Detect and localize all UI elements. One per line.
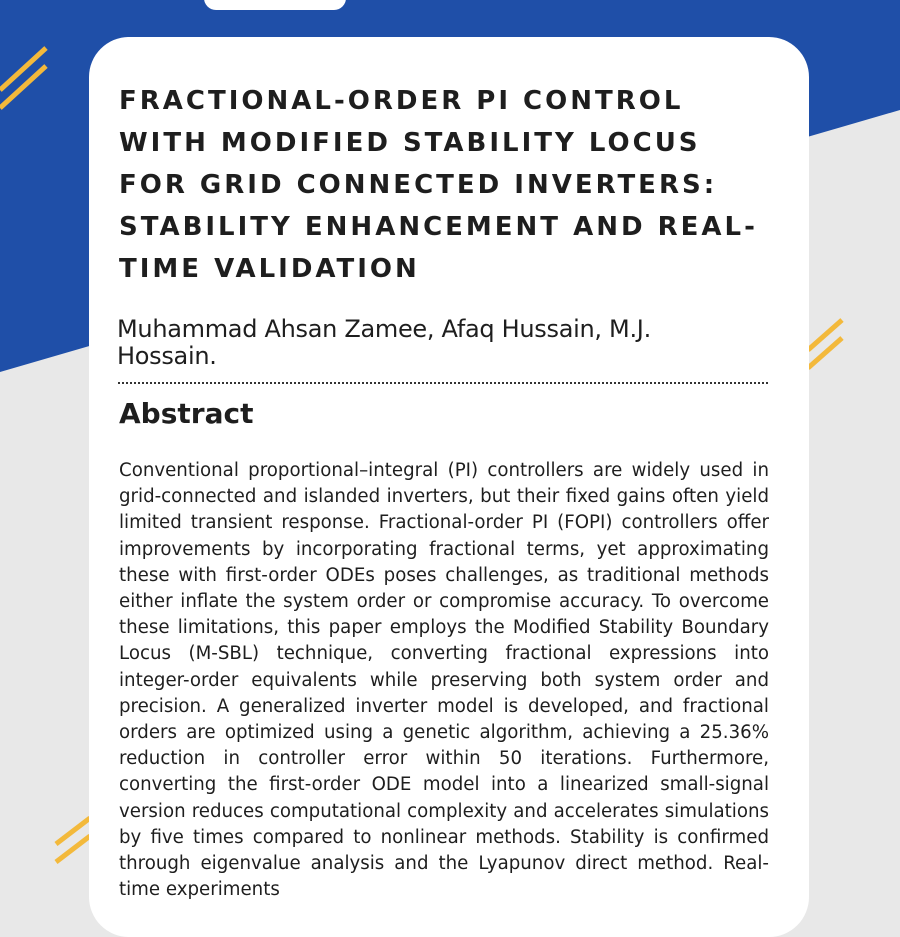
abstract-text: Conventional proportional–integral (PI) controllers are widely used in grid-connected and islanded inverters, but their fixed gains often yield limited transient response. Fractional-order PI (FOPI) controllers offer improvements by incorporating fractional terms, yet approximating these with first-order ODEs poses challenges, as traditional methods either inflate the system order or compromise accuracy. To overcome these limitations, this paper employs the Modified Stability Boundary Locus (M-SBL) technique, converting fractional expressions into integer-order equivalents while preserving both system order and precision. A generalized inverter model is developed, and fractional orders are optimized using a genetic algorithm, achieving a 25.36% reduction in controller error within 50 iterations. Furthermore, converting the first-order ODE model into a linearized small-signal version reduces computational complexity and accelerates simulations by five times compared to nonlinear methods. Stability is confirmed through eigenvalue analysis and the Lyapunov direct method. Real-time experiments <box>119 460 769 901</box>
top-tab-decoration <box>204 0 346 10</box>
paper-authors: Muhammad Ahsan Zamee, Afaq Hussain, M.J. Hossain. <box>117 315 651 370</box>
paper-title: FRACTIONAL-ORDER PI CONTROL WITH MODIFIED STABILITY LOCUS FOR GRID CONNECTED INVERTERS: STABILITY ENHANCEMENT AND REAL-TIME VALIDATION <box>119 86 758 284</box>
stripe-decoration-right <box>800 312 860 382</box>
abstract-heading: Abstract <box>119 397 254 430</box>
dotted-divider <box>118 382 768 384</box>
stripe-decoration-top-left <box>0 40 60 120</box>
